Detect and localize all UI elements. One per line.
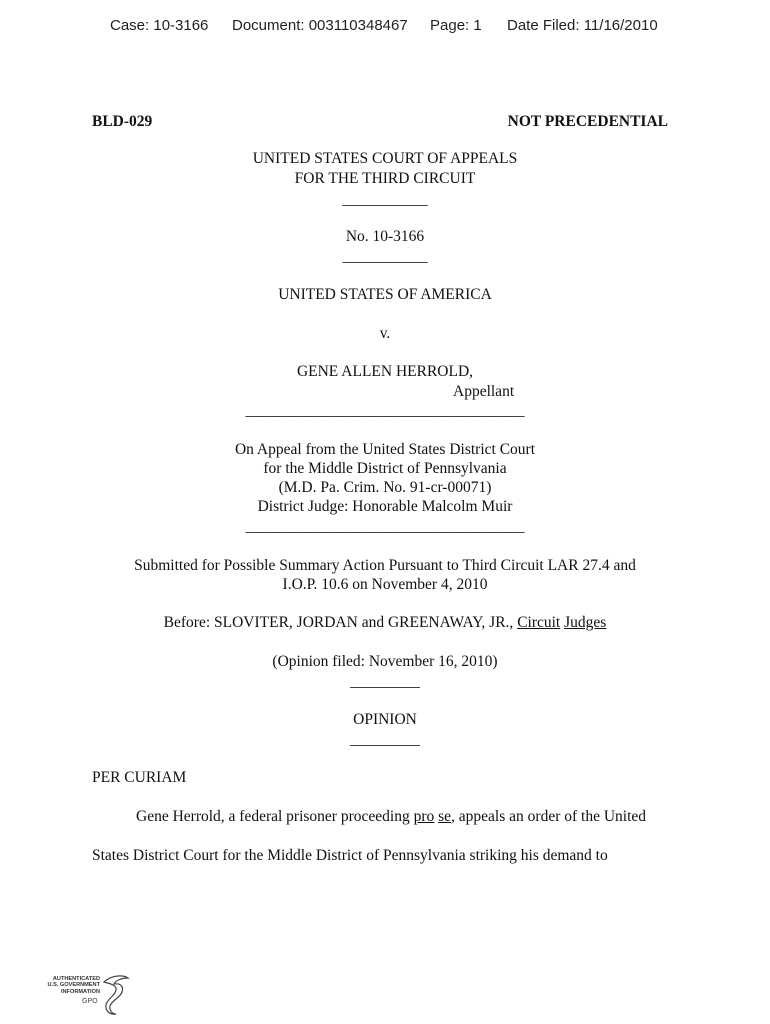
body-line1-start: Gene Herrold, a federal prisoner proceeding (136, 808, 414, 825)
appeal-line2: for the Middle District of Pennsylvania (263, 460, 507, 477)
panel-judges-prefix: Before: SLOVITER, JORDAN and GREENAWAY, JR., (163, 614, 518, 631)
seal-text (44, 976, 100, 995)
appeal-line1: On Appeal from the United States District Court (234, 441, 536, 458)
separator-6: _________ (350, 731, 420, 748)
appeal-line4: District Judge: Honorable Malcolm Muir (257, 498, 513, 515)
body-line1-end: , appeals an order of the United (451, 808, 647, 825)
opinion-heading: OPINION (353, 711, 417, 728)
header-document: Document: 003110348467 (232, 17, 408, 34)
separator-5: _________ (350, 673, 420, 690)
submitted-line2: I.O.P. 10.6 on November 4, 2010 (282, 576, 488, 593)
seal-line2: U.S. GOVERNMENT (47, 982, 100, 989)
appeal-line3: (M.D. Pa. Crim. No. 91-cr-00071) (278, 479, 492, 496)
eagle-icon (100, 974, 130, 1016)
doc-code: BLD-029 (92, 113, 153, 130)
body-line1 (136, 808, 646, 826)
court-name-line2: FOR THE THIRD CIRCUIT (294, 170, 476, 187)
separator-4: ____________________________________ (245, 518, 525, 535)
per-curiam: PER CURIAM (92, 769, 187, 786)
header-date-filed: Date Filed: 11/16/2010 (507, 17, 658, 34)
body-se: se (438, 808, 452, 825)
party-role: Appellant (453, 383, 515, 400)
gpo-authentication-seal (44, 972, 132, 1018)
header-case: Case: 10-3166 (110, 17, 209, 34)
separator-3: ____________________________________ (245, 402, 525, 419)
body-pro: pro (413, 808, 435, 825)
docket-number: No. 10-3166 (345, 228, 425, 245)
body-line2: States District Court for the Middle District of Pennsylvania striking his demand to (92, 847, 608, 864)
party-plaintiff: UNITED STATES OF AMERICA (278, 286, 492, 303)
versus: v. (379, 325, 391, 342)
seal-line3: INFORMATION (60, 988, 100, 995)
seal-gpo: GPO (82, 998, 98, 1005)
panel-judges-word: Judges (564, 614, 607, 631)
opinion-filed: (Opinion filed: November 16, 2010) (272, 653, 498, 670)
court-name-line1: UNITED STATES COURT OF APPEALS (252, 150, 518, 167)
separator-1: ___________ (342, 191, 428, 208)
precedential-label: NOT PRECEDENTIAL (507, 113, 668, 130)
separator-2: ___________ (342, 248, 428, 265)
panel-judges (0, 614, 770, 632)
header-page: Page: 1 (430, 17, 482, 34)
panel-circuit: Circuit (517, 614, 561, 631)
seal-line1: AUTHENTICATED (52, 976, 100, 982)
party-defendant: GENE ALLEN HERROLD, (296, 363, 474, 380)
submitted-line1: Submitted for Possible Summary Action Pursuant to Third Circuit LAR 27.4 and (134, 557, 636, 574)
